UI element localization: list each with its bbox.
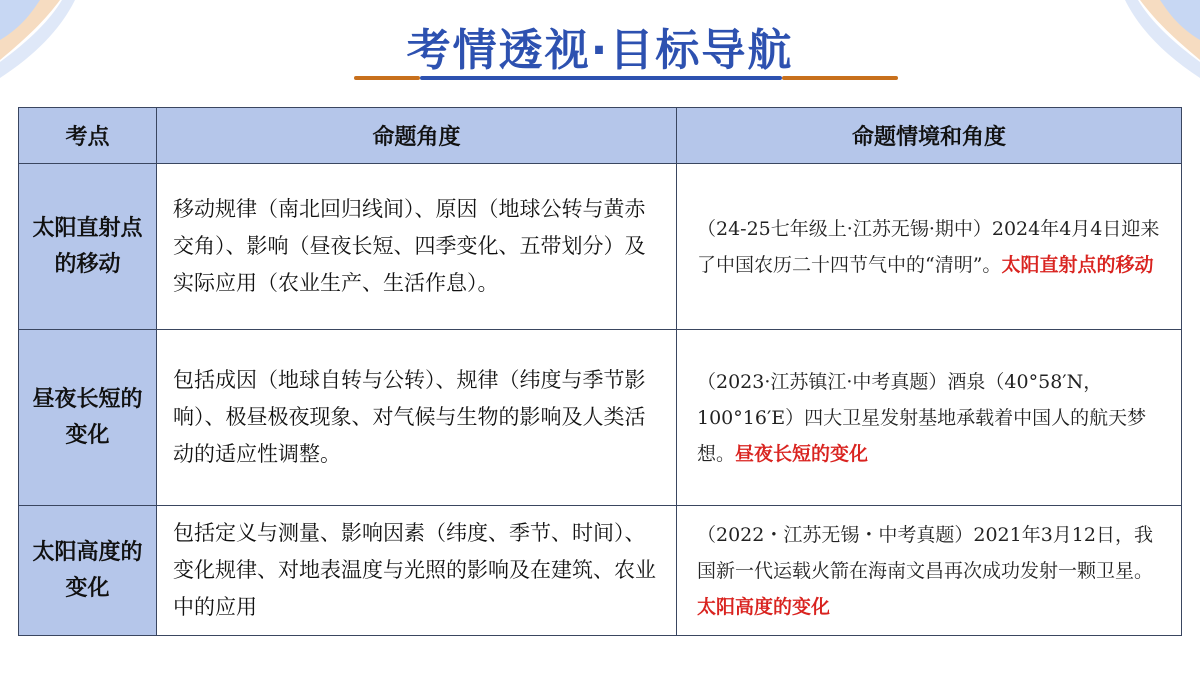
question-angle-cell: 包括定义与测量、影响因素（纬度、季节、时间）、变化规律、对地表温度与光照的影响及在建筑、农业中的应用 [157, 506, 677, 636]
highlight-text: 太阳直射点的移动 [1001, 253, 1154, 276]
column-header-point: 考点 [19, 108, 157, 164]
context-text: （2023·江苏镇江·中考真题）酒泉（40°58′N，100°16′E）四大卫星发射基地承载着中国人的航天梦想。 [697, 370, 1147, 465]
exam-point-cell: 昼夜长短的变化 [19, 330, 157, 506]
question-angle-cell: 包括成因（地球自转与公转）、规律（纬度与季节影响）、极昼极夜现象、对气候与生物的影响及人类活动的适应性调整。 [157, 330, 677, 506]
highlight-text: 昼夜长短的变化 [735, 442, 869, 465]
title-underline-right [782, 76, 898, 80]
question-context-cell [677, 506, 1182, 636]
question-context-cell [677, 330, 1182, 506]
column-header-context: 命题情境和角度 [677, 108, 1182, 164]
table-row [19, 164, 1182, 330]
exam-analysis-table [18, 107, 1182, 636]
table-row [19, 330, 1182, 506]
question-angle-cell: 移动规律（南北回归线间）、原因（地球公转与黄赤交角）、影响（昼夜长短、四季变化、五带划分）及实际应用（农业生产、生活作息）。 [157, 164, 677, 330]
context-text: （2022・江苏无锡・中考真题）2021年3月12日，我国新一代运载火箭在海南文昌再次成功发射一颗卫星。 [697, 523, 1154, 582]
context-text: （24-25七年级上·江苏无锡·期中）2024年4月4日迎来了中国农历二十四节气中的“清明”。 [697, 217, 1160, 276]
table-header-row [19, 108, 1182, 164]
table-row [19, 506, 1182, 636]
highlight-text: 太阳高度的变化 [697, 595, 831, 618]
exam-point-cell: 太阳高度的变化 [19, 506, 157, 636]
exam-point-cell: 太阳直射点的移动 [19, 164, 157, 330]
title-underline-left [354, 76, 420, 80]
page-title: 考情透视·目标导航 [406, 25, 794, 76]
title-underline-center [420, 76, 782, 80]
column-header-angle: 命题角度 [157, 108, 677, 164]
question-context-cell [677, 164, 1182, 330]
